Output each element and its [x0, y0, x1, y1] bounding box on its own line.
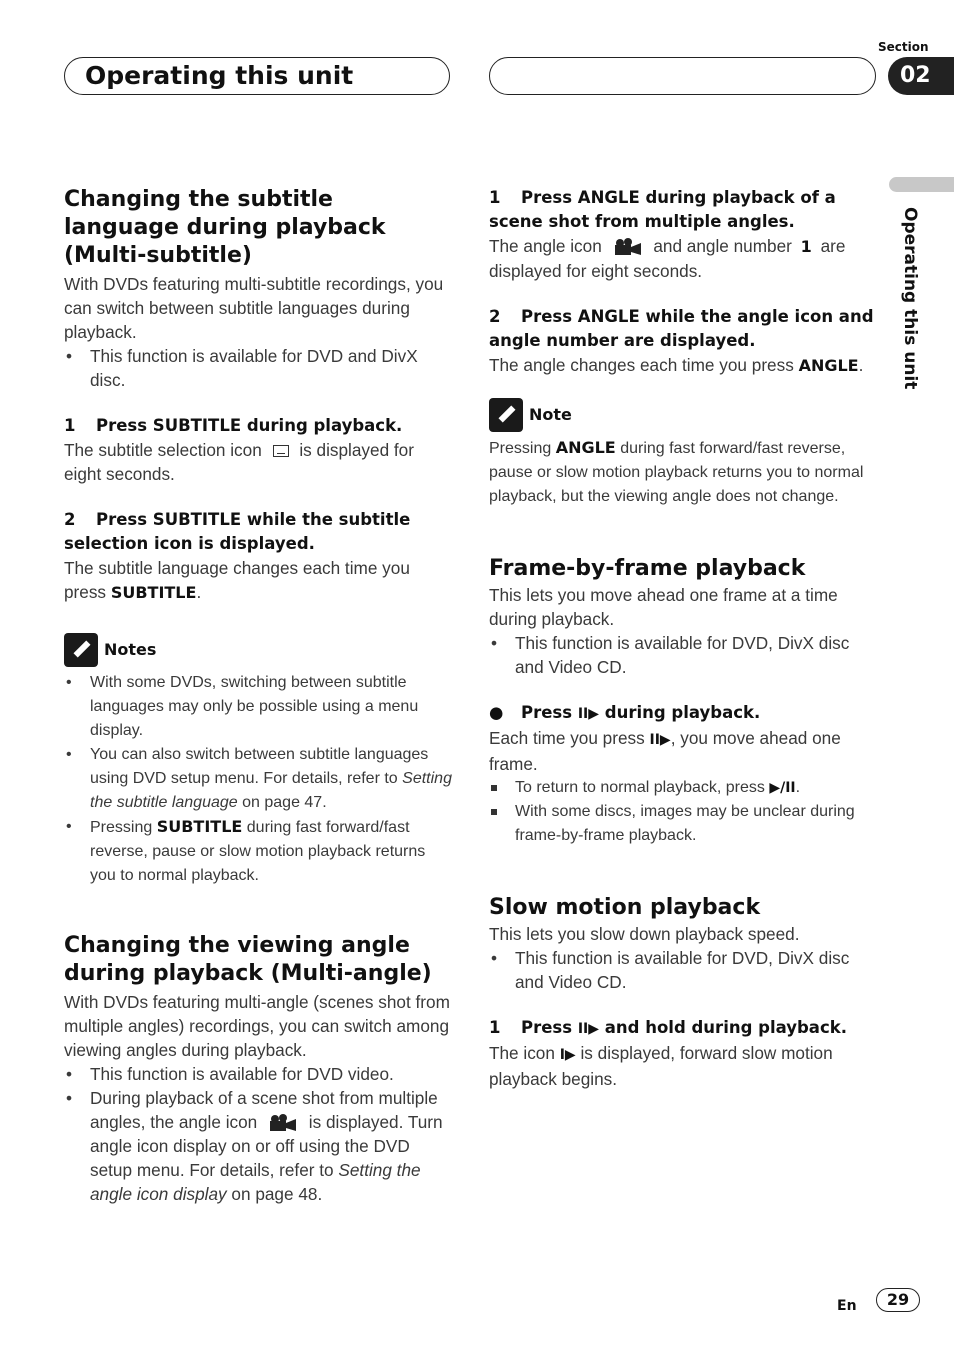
list-item: To return to normal playback, press ▶/II. — [489, 776, 877, 800]
list-item: With some discs, images may be unclear during frame-by-frame playback. — [489, 800, 877, 848]
subtitle-icon — [273, 445, 289, 457]
side-tab-bar — [889, 177, 954, 192]
step-forward-icon: II▶ — [649, 732, 671, 748]
play-pause-icon: ▶/II — [769, 780, 796, 796]
frame-bullets — [489, 631, 877, 679]
subtitle-step-1-desc: The subtitle selection icon is displayed for eight seconds. — [64, 440, 414, 484]
slow-heading: Slow motion playback — [489, 895, 761, 920]
list-item: • During playback of a scene shot from multiple angles, the angle icon is displayed. Turn angle icon display on or off using the DVD setup menu. For details, refer to Setting the angle icon display on page 48. — [64, 1086, 452, 1206]
list-item: • This function is available for DVD, DivX disc and Video CD. — [489, 631, 877, 679]
subtitle-heading: Changing the subtitle language during playback (Multi-subtitle) — [64, 187, 386, 268]
left-column — [64, 186, 452, 1206]
frame-heading: Frame-by-frame playback — [489, 556, 806, 581]
list-item: • This function is available for DVD, DivX disc and Video CD. — [489, 946, 877, 994]
language-label: En — [837, 1298, 857, 1314]
slow-bullets — [489, 946, 877, 994]
header-blank-pill — [489, 57, 876, 95]
angle-icon — [268, 1114, 298, 1132]
right-column — [489, 186, 877, 1091]
section-number-badge: 02 — [888, 57, 954, 95]
frame-step: ● Press II▶ during playback. — [489, 701, 877, 726]
angle-intro: With DVDs featuring multi-angle (scenes shot from multiple angles) recordings, you can switch among viewing angles during playback. — [64, 992, 450, 1060]
frame-intro: This lets you move ahead one frame at a time during playback. — [489, 585, 838, 629]
subtitle-intro: With DVDs featuring multi-subtitle recordings, you can switch between subtitle languages during playback. — [64, 274, 444, 342]
list-item: • With some DVDs, switching between subtitle languages may only be possible using a menu display. — [64, 671, 452, 743]
angle-step-1: 1 Press ANGLE during playback of a scene shot from multiple angles. — [489, 188, 836, 231]
list-item: • This function is available for DVD and DivX disc. — [64, 344, 452, 392]
angle-number: 1 — [800, 237, 812, 256]
subtitle-step-1: 1 Press SUBTITLE during playback. — [64, 416, 403, 435]
angle-heading: Changing the viewing angle during playback (Multi-angle) — [64, 933, 432, 986]
step-forward-icon: II▶ — [577, 1021, 600, 1037]
angle-step-2-desc: The angle changes each time you press ANGLE. — [489, 355, 864, 375]
side-tab-label: Operating this unit — [900, 207, 920, 390]
list-item: • You can also switch between subtitle languages using DVD setup menu. For details, refer to Setting the subtitle language on page 47. — [64, 743, 452, 815]
slow-step: 1 Press II▶ and hold during playback. — [489, 1016, 877, 1041]
header-title-pill — [64, 57, 450, 95]
subtitle-notes — [64, 671, 452, 888]
subtitle-step-2-desc: The subtitle language changes each time you press SUBTITLE. — [64, 558, 410, 602]
frame-desc: Each time you press II▶, you move ahead one frame. — [489, 728, 841, 774]
angle-step-2: 2 Press ANGLE while the angle icon and angle number are displayed. — [489, 307, 874, 350]
page-title: Operating this unit — [85, 61, 354, 90]
angle-icon — [613, 238, 643, 256]
note-header: Note — [489, 398, 877, 432]
page-number: 29 — [876, 1288, 920, 1312]
slow-desc: The icon I▶ is displayed, forward slow motion playback begins. — [489, 1043, 833, 1089]
angle-note: Pressing ANGLE during fast forward/fast reverse, pause or slow motion playback returns you to normal playback, but the viewing angle does not change. — [489, 438, 864, 505]
subtitle-step-2: 2 Press SUBTITLE while the subtitle selection icon is displayed. — [64, 510, 411, 553]
angle-step-1-desc: The angle icon and angle number 1 are displayed for eight seconds. — [489, 236, 846, 281]
slow-intro: This lets you slow down playback speed. — [489, 924, 800, 944]
pencil-note-icon — [489, 398, 523, 432]
section-label: Section — [878, 40, 929, 54]
slow-motion-icon: I▶ — [559, 1047, 576, 1063]
frame-subnotes — [489, 776, 877, 848]
step-forward-icon: II▶ — [577, 706, 600, 722]
pencil-note-icon — [64, 633, 98, 667]
list-item: • Pressing SUBTITLE during fast forward/fast reverse, pause or slow motion playback returns you to normal playback. — [64, 815, 452, 888]
angle-bullets — [64, 1062, 452, 1206]
list-item: • This function is available for DVD video. — [64, 1062, 452, 1086]
subtitle-bullets — [64, 344, 452, 392]
notes-header: Notes — [64, 633, 452, 667]
